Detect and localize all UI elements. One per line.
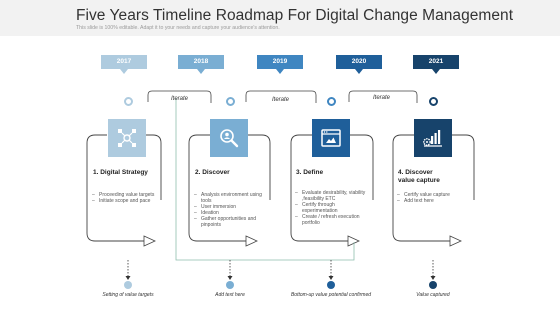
timeline-dot-2021 — [429, 97, 438, 106]
chart-gear-icon — [414, 119, 452, 157]
stage-2-title: 2. Discover — [195, 169, 230, 176]
year-label-2020: 2020 — [336, 55, 382, 69]
stage-4-outline-right — [452, 135, 474, 200]
page-subtitle: This slide is 100% editable. Adapt it to your needs and capture your audience's attention. — [76, 25, 280, 31]
list-item: – Proceeding value targets — [92, 192, 160, 198]
stage-4-dashed-arrowhead — [431, 276, 436, 280]
timeline-dot-2019 — [327, 97, 336, 106]
stage-1-caption: Setting of value targets — [102, 292, 154, 298]
iterate-label-1: Iterate — [171, 96, 189, 102]
list-item: – Gather opportunities and pinpoints — [194, 216, 266, 228]
stage-1-title: 1. Digital Strategy — [93, 169, 148, 176]
list-item: – Analysis environment using tools — [194, 192, 266, 204]
stage-1-arrowhead — [144, 236, 155, 246]
stage-3-arrowhead — [348, 236, 359, 246]
year-label-2019: 2019 — [257, 55, 303, 69]
year-label-2017: 2017 — [101, 55, 147, 69]
year-label-2018: 2018 — [178, 55, 224, 69]
stage-2-arrowhead — [246, 236, 257, 246]
network-icon — [108, 119, 146, 157]
list-item: – User immersion — [194, 204, 266, 210]
magnifier-icon — [210, 119, 248, 157]
year-label-2021: 2021 — [413, 55, 459, 69]
list-item: – Certify through experimentation — [295, 202, 369, 214]
browser-window-icon — [312, 119, 350, 157]
stage-1-outline-right — [145, 135, 161, 200]
page-title: Five Years Timeline Roadmap For Digital Change Management — [76, 7, 514, 24]
list-item: – Ideation — [194, 210, 266, 216]
stage-4-bullets — [397, 192, 469, 204]
stage-3-caption: Bottom-up value potential confirmed — [290, 292, 372, 298]
stage-4-title: 4. Discover value capture — [398, 169, 440, 184]
stage-3-dashed-arrowhead — [329, 276, 334, 280]
list-item: – Certify value capture — [397, 192, 469, 198]
stage-1-dashed-arrowhead — [126, 276, 131, 280]
milestone-dot-2 — [226, 281, 234, 289]
milestone-dot-1 — [124, 281, 132, 289]
stage-2-dashed-arrowhead — [228, 276, 233, 280]
milestone-dot-4 — [429, 281, 437, 289]
stage-3-title: 3. Define — [296, 169, 324, 176]
iterate-label-2: Iterate — [272, 97, 290, 103]
list-item: – Initiate scope and pace — [92, 198, 160, 204]
iterate-label-3: Iterate — [373, 95, 391, 101]
timeline-dot-2018 — [226, 97, 235, 106]
list-item: – Add text here — [397, 198, 469, 204]
stage-2-bullets — [194, 192, 266, 228]
stage-2-outline-right — [248, 135, 270, 200]
stage-4-caption: Value captured — [416, 292, 450, 298]
list-item: – Evaluate desirability, viability ,feasibility ETC — [295, 190, 369, 202]
milestone-dot-3 — [327, 281, 335, 289]
list-item: – Create / refresh execution portfolio — [295, 214, 369, 226]
stage-1-bullets — [92, 192, 160, 204]
stage-4-arrowhead — [450, 236, 461, 246]
stage-2-caption: Add text here — [215, 292, 245, 298]
stage-3-bullets — [295, 190, 369, 226]
timeline-dot-2017 — [124, 97, 133, 106]
